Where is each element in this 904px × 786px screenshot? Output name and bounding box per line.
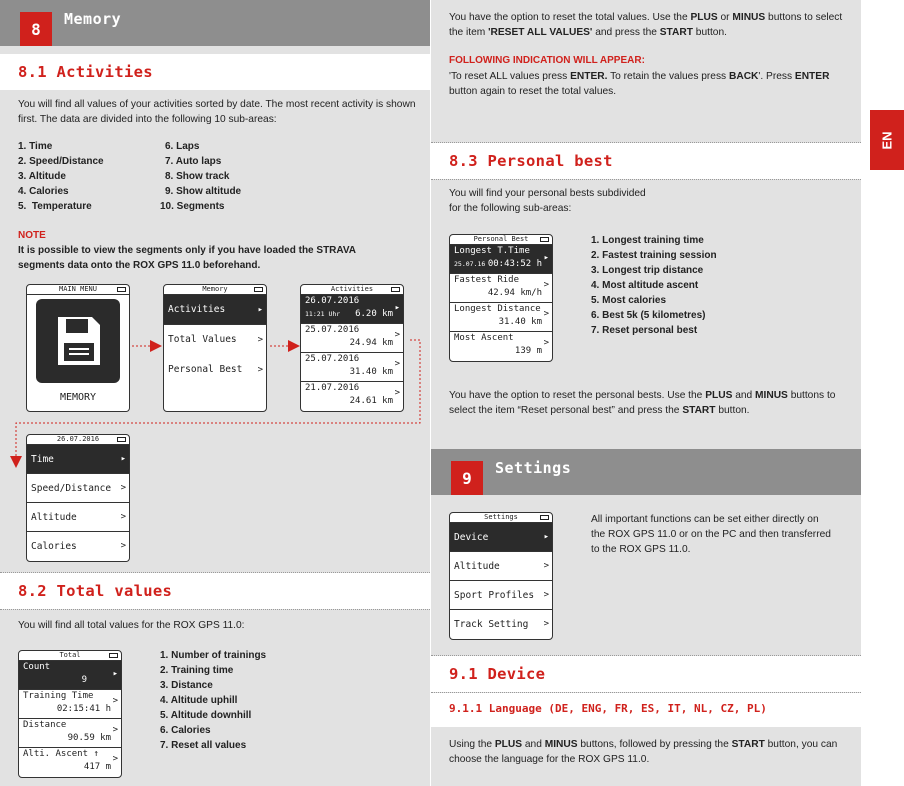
list-item: 2. Speed/Distance <box>18 156 104 167</box>
list-item: 4. Calories <box>18 186 69 197</box>
screen-row[interactable]: Track Setting > <box>454 619 549 630</box>
total-title: 8.2 Total values <box>18 582 173 600</box>
screen-row-total[interactable]: Total Values > <box>168 334 263 345</box>
list-item: 5. Altitude downhill <box>160 710 252 721</box>
settings-header <box>431 449 861 495</box>
activities-list-right <box>160 139 241 214</box>
personal-title-bar <box>431 143 861 179</box>
activity-row[interactable]: 21.07.2016 24.61 km > <box>305 383 400 406</box>
total-list <box>160 648 266 753</box>
list-item: 6. Calories <box>160 725 211 736</box>
memory-header <box>0 0 430 46</box>
personal-title: 8.3 Personal best <box>449 152 613 170</box>
screen-row[interactable]: Training Time 02:15:41 h > <box>19 690 121 719</box>
screen-title: Total <box>19 651 121 661</box>
list-item: 7. Auto laps <box>165 156 222 167</box>
screen-title: Memory <box>164 285 266 295</box>
screen-title: 26.07.2016 <box>27 435 129 445</box>
indication-label: FOLLOWING INDICATION WILL APPEAR: <box>449 55 645 66</box>
memory-title: Memory <box>64 10 122 28</box>
screen-row[interactable]: Count 9 ▸ <box>19 661 121 690</box>
activities-list-left <box>18 139 104 214</box>
battery-icon <box>109 653 118 658</box>
list-item: 6. Best 5k (5 kilometres) <box>591 310 706 321</box>
screen-row[interactable]: Device ▸ <box>450 523 552 552</box>
list-item: 2. Fastest training session <box>591 250 717 261</box>
indication-text: 'To reset ALL values press ENTER. To retain the values press BACK'. Press ENTER button again to reset the total values. <box>449 71 830 97</box>
screen-personal-best <box>449 234 553 362</box>
battery-icon <box>540 237 549 242</box>
list-item: 7. Reset all values <box>160 740 247 751</box>
settings-intro: All important functions can be set either directly on the ROX GPS 11.0 or on the PC and then transferred to the ROX GPS 11.0. <box>591 514 831 555</box>
divider <box>0 609 430 610</box>
battery-icon <box>117 287 126 292</box>
activity-row[interactable]: 25.07.2016 24.94 km > <box>301 324 403 353</box>
list-item: 4. Most altitude ascent <box>591 280 699 291</box>
device-title: 9.1 Device <box>449 665 546 683</box>
device-title-bar <box>431 656 861 692</box>
screen-row[interactable]: Fastest Ride 42.94 km/h > <box>450 274 552 303</box>
battery-icon <box>391 287 400 292</box>
battery-icon <box>117 437 126 442</box>
note-text: It is possible to view the segments only if you have loaded the STRAVA segments data onto the ROX GPS 11.0 beforehand. <box>18 245 356 271</box>
screen-row[interactable]: Sport Profiles > <box>450 581 552 610</box>
screen-settings <box>449 512 553 640</box>
note-label: NOTE <box>18 230 46 241</box>
personal-intro: You will find your personal bests subdivided for the following sub-areas: <box>449 188 646 214</box>
activity-row[interactable]: 25.07.2016 31.40 km > <box>301 353 403 382</box>
screen-row[interactable]: Most Ascent 139 m > <box>454 333 549 356</box>
screen-total <box>18 650 122 778</box>
reset-total-text: You have the option to reset the total values. Use the PLUS or MINUS buttons to select the item 'RESET ALL VALUES' and press the START button. <box>449 12 843 38</box>
memory-label: MEMORY <box>59 392 97 403</box>
divider <box>431 179 861 180</box>
memory-number-badge: 8 <box>20 12 52 46</box>
total-intro: You will find all total values for the ROX GPS 11.0: <box>18 620 245 631</box>
activities-title: 8.1 Activities <box>18 63 153 81</box>
screen-row[interactable]: Altitude > <box>450 552 552 581</box>
screen-title: Settings <box>450 513 552 523</box>
list-item: 1. Longest training time <box>591 235 704 246</box>
screen-row[interactable]: Speed/Distance > <box>27 474 129 503</box>
list-item: 9. Show altitude <box>165 186 242 197</box>
settings-number-badge: 9 <box>451 461 483 495</box>
screen-row[interactable]: Altitude > <box>27 503 129 532</box>
personal-list <box>591 233 717 338</box>
list-item: 3. Altitude <box>18 171 66 182</box>
screen-row[interactable]: Longest Distance 31.40 km > <box>450 303 552 332</box>
list-item: 8. Show track <box>165 171 230 182</box>
list-item: 7. Reset personal best <box>591 325 698 336</box>
screen-row-personal[interactable]: Personal Best > <box>168 364 263 375</box>
list-item: 1. Number of trainings <box>160 650 267 661</box>
screen-title: MAIN MENU <box>27 285 129 295</box>
list-item: 10. Segments <box>160 201 225 212</box>
list-item: 3. Longest trip distance <box>591 265 704 276</box>
reset-personal-text: You have the option to reset the personal bests. Use the PLUS and MINUS buttons to select the item “Reset personal best” and press the START button. <box>449 390 836 416</box>
list-item: 4. Altitude uphill <box>160 695 238 706</box>
list-item: 6. Laps <box>165 141 200 152</box>
battery-icon <box>254 287 263 292</box>
screen-row[interactable]: Calories > <box>31 541 126 552</box>
list-item: 5. Temperature <box>18 201 92 212</box>
screen-title: Personal Best <box>450 235 552 245</box>
total-title-bar <box>0 573 430 609</box>
screen-title: Activities <box>301 285 403 295</box>
list-item: 1. Time <box>18 141 53 152</box>
language-title-bar <box>431 693 861 727</box>
list-item: 2. Training time <box>160 665 234 676</box>
battery-icon <box>540 515 549 520</box>
list-item: 3. Distance <box>160 680 213 691</box>
activities-title-bar <box>0 54 430 90</box>
screen-activity-detail <box>26 434 130 562</box>
activities-intro: You will find all values of your activities sorted by date. The most recent activity is shown first. The data are divided into the following 10 sub-areas: <box>18 99 416 125</box>
activity-row[interactable]: 26.07.2016 11:21 Uhr 6.20 km ▸ <box>301 295 403 324</box>
screen-row[interactable]: Longest T.Time 25.07.16 00:43:52 h ▸ <box>450 245 552 274</box>
left-column <box>0 0 430 786</box>
language-tab: EN <box>870 110 904 170</box>
screen-row[interactable]: Alti. Ascent ↑ 417 m > <box>23 749 118 772</box>
screen-row[interactable]: Distance 90.59 km > <box>19 719 121 748</box>
screen-row-activities[interactable]: Activities ▸ <box>164 295 266 325</box>
list-item: 5. Most calories <box>591 295 667 306</box>
language-text: Using the PLUS and MINUS buttons, followed by pressing the START button, you can choose the language for the ROX GPS 11.0. <box>449 739 838 765</box>
settings-title: Settings <box>495 459 572 477</box>
right-column <box>431 0 861 786</box>
language-title: 9.1.1 Language (DE, ENG, FR, ES, IT, NL, CZ, PL) <box>449 702 767 715</box>
screen-row[interactable]: Time ▸ <box>27 445 129 474</box>
